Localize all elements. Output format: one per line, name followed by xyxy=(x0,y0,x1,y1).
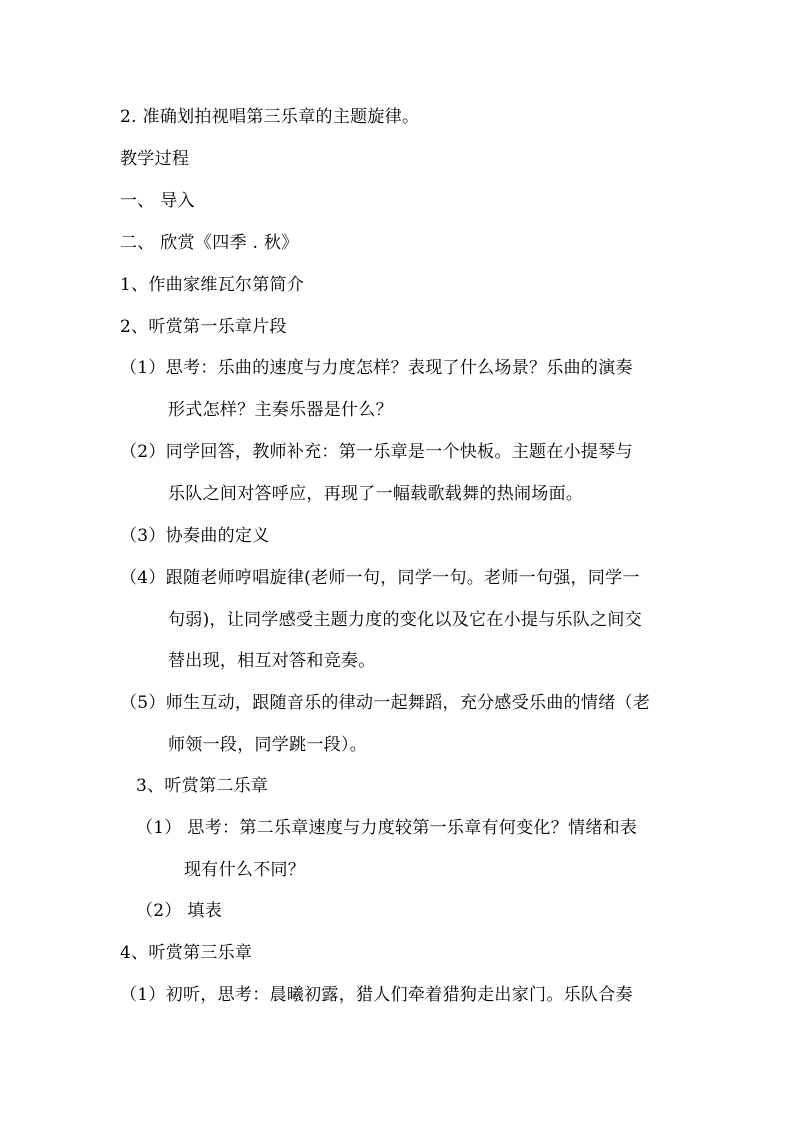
sub-item-4-hum-melody-cont-1: 句弱)，让同学感受主题力度的变化以及它在小提与乐队之间交 xyxy=(168,610,643,630)
sub-item-second-fill-table: （2） 填表 xyxy=(136,901,223,921)
sub-item-1-think: （1）思考：乐曲的速度与力度怎样？表现了什么场景？乐曲的演奏 xyxy=(120,358,633,378)
sub-item-second-think: （1） 思考：第二乐章速度与力度较第一乐章有何变化？情绪和表 xyxy=(136,818,638,838)
sub-item-2-answer-cont: 乐队之间对答呼应，再现了一幅载歌载舞的热闹场面。 xyxy=(168,484,584,504)
step-two-appreciation: 二、 欣赏《四季 . 秋》 xyxy=(120,233,299,253)
objective-line: 2. 准确划拍视唱第三乐章的主题旋律。 xyxy=(120,107,420,127)
step-one-introduction: 一、 导入 xyxy=(120,191,195,211)
item-composer-intro: 1、作曲家维瓦尔第简介 xyxy=(120,275,305,295)
sub-item-1-think-cont: 形式怎样？主奏乐器是什么？ xyxy=(168,400,393,420)
sub-item-third-first-listen: （1）初听，思考：晨曦初露，猎人们牵着猎狗走出家门。乐队合奏 xyxy=(120,985,633,1005)
sub-item-5-interaction-cont: 师领一段，同学跳一段）。 xyxy=(168,735,368,755)
sub-item-4-hum-melody: （4）跟随老师哼唱旋律(老师一句，同学一句。老师一句强，同学一 xyxy=(120,568,640,588)
sub-item-5-interaction: （5）师生互动，跟随音乐的律动一起舞蹈，充分感受乐曲的情绪（老 xyxy=(120,693,651,713)
item-first-movement: 2、听赏第一乐章片段 xyxy=(120,317,287,337)
item-third-movement: 4、听赏第三乐章 xyxy=(120,943,253,963)
item-second-movement: 3、听赏第二乐章 xyxy=(136,776,269,796)
section-heading-teaching-process: 教学过程 xyxy=(120,149,190,169)
sub-item-3-concerto-definition: （3）协奏曲的定义 xyxy=(120,526,270,546)
sub-item-second-think-cont: 现有什么不同？ xyxy=(184,860,306,880)
sub-item-2-answer: （2）同学回答，教师补充：第一乐章是一个快板。主题在小提琴与 xyxy=(120,442,633,462)
sub-item-4-hum-melody-cont-2: 替出现，相互对答和竞奏。 xyxy=(168,651,376,671)
